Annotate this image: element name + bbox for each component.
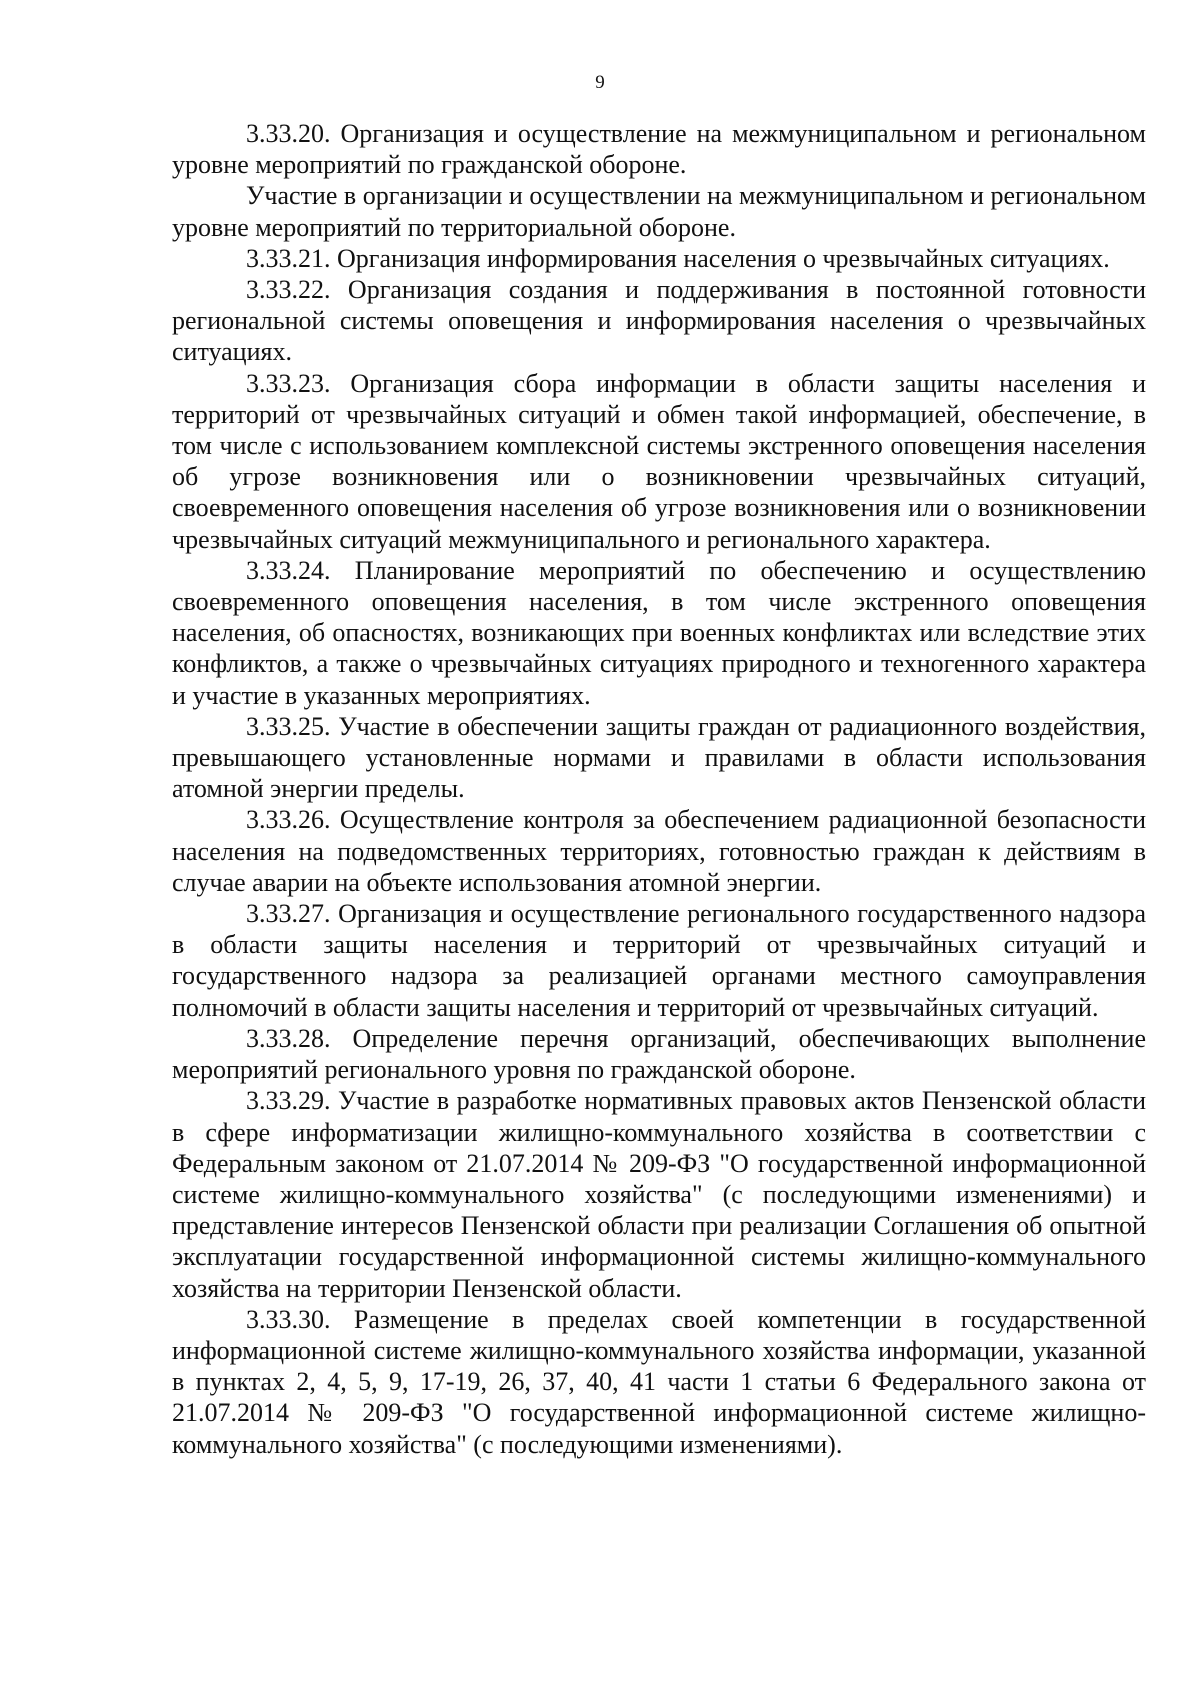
paragraph-3-33-24: 3.33.24. Планирование мероприятий по обеспечению и осуществлению своевременного оповещения населения, в том числе экстренного оповещения населения, об опасностях, возникающих при военных конфликтах или вследствие этих конфликтов, а также о чрезвычайных ситуациях природного и техногенного характера и участие в указанных мероприятиях. bbox=[172, 555, 1146, 710]
paragraph-3-33-28: 3.33.28. Определение перечня организаций, обеспечивающих выполнение мероприятий регионального уровня по гражданской обороне. bbox=[172, 1023, 1146, 1085]
paragraph-3-33-23: 3.33.23. Организация сбора информации в области защиты населения и территорий от чрезвычайных ситуаций и обмен такой информацией, обеспечение, в том числе с использованием комплексной системы экстренного оповещения населения об угрозе возникновения или о возникновении чрезвычайных ситуаций, своевременного оповещения населения об угрозе возникновения или о возникновении чрезвычайных ситуаций межмуниципального и регионального характера. bbox=[172, 368, 1146, 554]
paragraph-3-33-30: 3.33.30. Размещение в пределах своей компетенции в государственной информационной системе жилищно-коммунального хозяйства информации, указанной в пунктах 2, 4, 5, 9, 17-19, 26, 37, 40, 41 части 1 статьи 6 Федерального закона от 21.07.2014 № 209-ФЗ "О государственной информационной системе жилищно-коммунального хозяйства" (с последующими изменениями). bbox=[172, 1304, 1146, 1459]
page-number: 9 bbox=[595, 72, 605, 93]
paragraph-3-33-21: 3.33.21. Организация информирования населения о чрезвычайных ситуациях. bbox=[246, 243, 1110, 273]
paragraph-3-33-26: 3.33.26. Осуществление контроля за обеспечением радиационной безопасности населения на подведомственных территориях, готовностью граждан к действиям в случае аварии на объекте использования атомной энергии. bbox=[172, 805, 1146, 897]
paragraph-3-33-22: 3.33.22. Организация создания и поддерживания в постоянной готовности региональной системы оповещения и информирования населения о чрезвычайных ситуациях. bbox=[172, 275, 1146, 367]
paragraph-3-33-20: 3.33.20. Организация и осуществление на межмуниципальном и региональном уровне мероприятий по гражданской обороне. bbox=[172, 119, 1146, 180]
paragraph-3-33-29: 3.33.29. Участие в разработке нормативных правовых актов Пензенской области в сфере информатизации жилищно-коммунального хозяйства в соответствии с Федеральным законом от 21.07.2014 № 209-ФЗ "О государственной информационной системе жилищно-коммунального хозяйства" (с последующими изменениями) и представление интересов Пензенской области при реализации Соглашения об опытной эксплуатации государственной информационной системы жилищно-коммунального хозяйства на территории Пензенской области. bbox=[172, 1086, 1146, 1303]
paragraph-3-33-25: 3.33.25. Участие в обеспечении защиты граждан от радиационного воздействия, превышающего установленные нормами и правилами в области использования атомной энергии пределы. bbox=[172, 711, 1146, 804]
paragraph-3-33-27: 3.33.27. Организация и осуществление регионального государственного надзора в области защиты населения и территорий от чрезвычайных ситуаций и государственного надзора за реализацией органами местного самоуправления полномочий в области защиты населения и территорий от чрезвычайных ситуаций. bbox=[172, 899, 1146, 1022]
paragraph-territorial-defense: Участие в организации и осуществлении на межмуниципальном и региональном уровне мероприятий по территориальной обороне. bbox=[172, 181, 1146, 242]
document-body bbox=[172, 118, 1146, 1460]
